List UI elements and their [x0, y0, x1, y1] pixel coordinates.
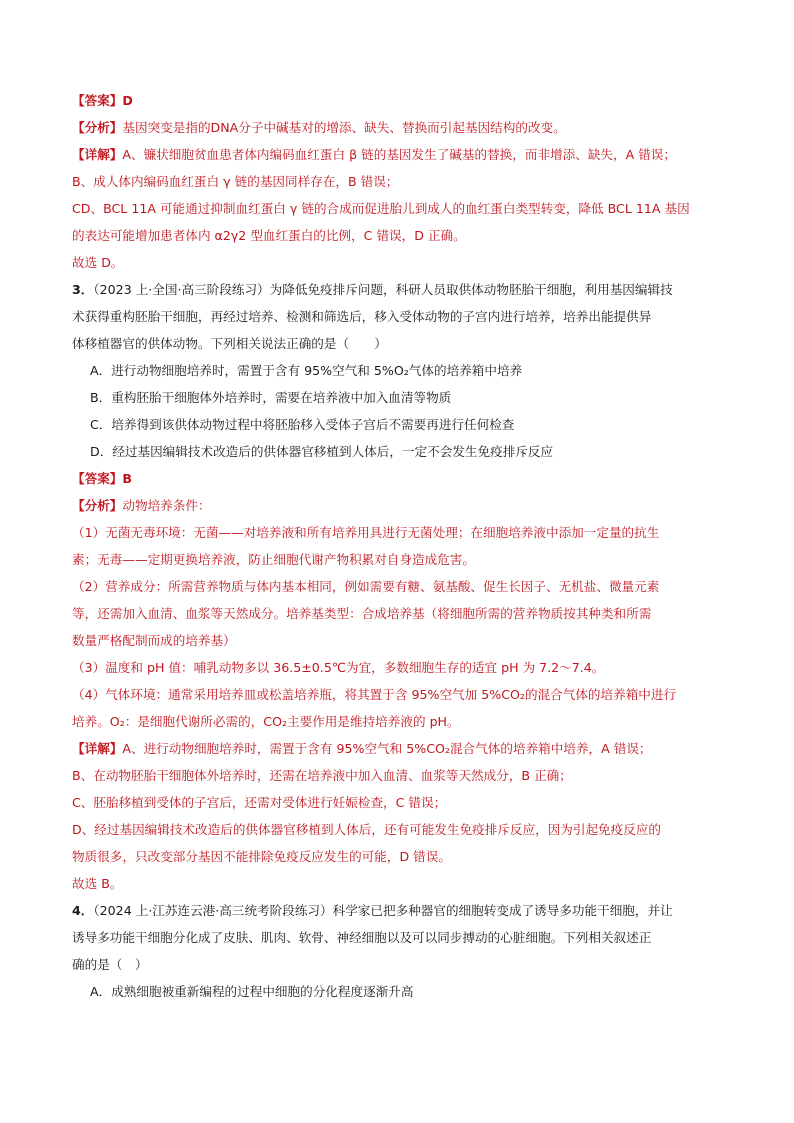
detail-line: C、胚胎移植到受体的子宫后，还需对受体进行妊娠检查，C 错误；	[72, 795, 447, 810]
conclusion-line: 故选 B。	[72, 876, 123, 891]
question-stem	[72, 902, 727, 929]
detail-text: A、镰状细胞贫血患者体内编码血红蛋白 β 链的基因发生了碱基的替换，而非增添、缺失，A 错误；	[122, 147, 676, 162]
conclusion-line: 故选 D。	[72, 255, 124, 270]
detail-text: A、进行动物细胞培养时，需置于含有 95%空气和 5%CO₂混合气体的培养箱中培养，A 错误；	[122, 741, 652, 756]
document-page	[72, 92, 727, 1010]
analysis-text: 基因突变是指的DNA分子中碱基对的增添、缺失、替换而引起基因结构的改变。	[122, 120, 566, 135]
option-d: D．经过基因编辑技术改造后的供体器官移植到人体后，一定不会发生免疫排斥反应	[90, 444, 554, 459]
detail-line: B、成人体内编码血红蛋白 γ 链的基因同样存在，B 错误；	[72, 174, 399, 189]
analysis-line: 等，还需加入血清、血浆等天然成分。培养基类型：合成培养基（将细胞所需的营养物质按其种类和所需	[72, 606, 652, 621]
analysis-line: （2）营养成分：所需营养物质与体内基本相同，例如需要有糖、氨基酸、促生长因子、无机盐、微量元素	[72, 579, 660, 594]
detail-line: 物质很多，只改变部分基因不能排除免疫反应发生的可能，D 错误。	[72, 849, 451, 864]
answer-value: B	[122, 471, 132, 486]
detail-line: 的表达可能增加患者体内 α2γ2 型血红蛋白的比例，C 错误，D 正确。	[72, 228, 466, 243]
question-source: （2024 上·江苏连云港·高三统考阶段练习）	[93, 903, 333, 918]
question-stem: 术获得重构胚胎干细胞，再经过培养、检测和筛选后，移入受体动物的子宫内进行培养，培养出能提供异	[72, 309, 652, 324]
answer-value: D	[122, 93, 133, 108]
detail-line: D、经过基因编辑技术改造后的供体器官移植到人体后，还有可能发生免疫排斥反应，因为引起免疫反应的	[72, 822, 662, 837]
answer-tag: 【答案】	[72, 471, 123, 486]
answer-line	[72, 470, 727, 497]
option-a: A．进行动物细胞培养时，需置于含有 95%空气和 5%O₂气体的培养箱中培养	[90, 363, 523, 378]
analysis-line: （4）气体环境：通常采用培养皿或松盖培养瓶，将其置于含 95%空气加 5%CO₂的混合气体的培养箱中进行	[72, 687, 677, 702]
question-stem	[72, 281, 727, 308]
question-number: 4．	[72, 903, 94, 918]
analysis-tag: 【分析】	[72, 498, 123, 513]
detail-tag: 【详解】	[72, 741, 123, 756]
analysis-tag: 【分析】	[72, 120, 123, 135]
answer-tag: 【答案】	[72, 93, 123, 108]
detail-tag: 【详解】	[72, 147, 123, 162]
option-c: C．培养得到该供体动物过程中将胚胎移入受体子宫后不需要再进行任何检查	[90, 417, 515, 432]
option-b: B．重构胚胎干细胞体外培养时，需要在培养液中加入血清等物质	[90, 390, 452, 405]
option-a: A．成熟细胞被重新编程的过程中细胞的分化程度逐渐升高	[90, 984, 414, 999]
answer-line	[72, 92, 727, 119]
analysis-line: 培养。O₂：是细胞代谢所必需的，CO₂主要作用是维持培养液的 pH。	[72, 714, 460, 729]
analysis-text: 动物培养条件：	[122, 498, 211, 513]
question-source: （2023 上·全国·高三阶段练习）	[93, 282, 270, 297]
detail-line: B、在动物胚胎干细胞体外培养时，还需在培养液中加入血清、血浆等天然成分，B 正确；	[72, 768, 572, 783]
question-stem: 确的是（ ）	[72, 957, 148, 972]
question-stem: 诱导多功能干细胞分化成了皮肤、肌肉、软骨、神经细胞以及可以同步搏动的心脏细胞。下列相关叙述正	[72, 930, 652, 945]
analysis-line: 素；无毒——定期更换培养液，防止细胞代谢产物积累对自身造成危害。	[72, 552, 475, 567]
analysis-line: （3）温度和 pH 值：哺乳动物多以 36.5±0.5℃为宜，多数细胞生存的适宜 pH 为 7.2～7.4。	[72, 660, 605, 675]
analysis-line: （1）无菌无毒环境：无菌——对培养液和所有培养用具进行无菌处理；在细胞培养液中添加一定量的抗生	[72, 525, 660, 540]
question-stem: 体移植器官的供体动物。下列相关说法正确的是（ ）	[72, 336, 387, 351]
stem-text: 为降低免疫排斥问题，科研人员取供体动物胚胎干细胞，利用基因编辑技	[269, 282, 673, 297]
analysis-line	[72, 497, 727, 524]
detail-line	[72, 146, 727, 173]
detail-line	[72, 740, 727, 767]
question-number: 3．	[72, 282, 94, 297]
analysis-line: 数量严格配制而成的培养基）	[72, 633, 236, 648]
analysis-line	[72, 119, 727, 146]
stem-text: 科学家已把多种器官的细胞转变成了诱导多功能干细胞，并让	[332, 903, 673, 918]
detail-line: CD、BCL 11A 可能通过抑制血红蛋白 γ 链的合成而促进胎儿到成人的血红蛋白类型转变，降低 BCL 11A 基因	[72, 201, 690, 216]
